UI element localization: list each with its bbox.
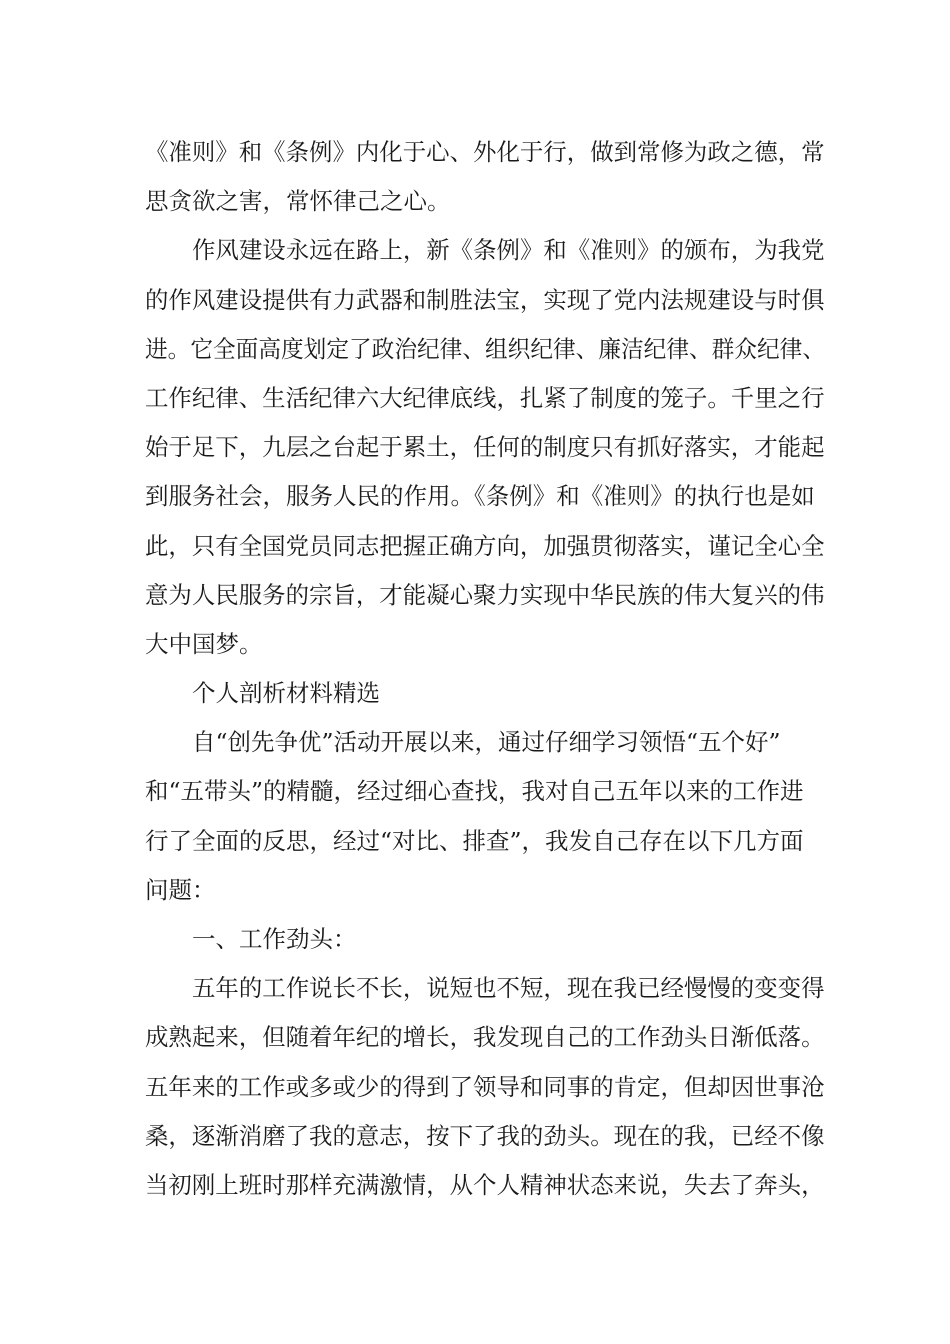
text-line: 到服务社会，服务人民的作用。《条例》和《准则》的执行也是如 (145, 482, 815, 511)
text-line: 《准则》和《条例》内化于心、外化于行，做到常修为政之德，常 (145, 138, 825, 166)
text-line: 自“创先争优”活动开展以来，通过仔细学习领悟“五个好” (192, 728, 781, 757)
text-line: 问题： (145, 875, 216, 904)
text-line: 五年的工作说长不长，说短也不短，现在我已经慢慢的变变得 (192, 974, 825, 1003)
text-line: 作风建设永远在路上，新《条例》和《准则》的颁布，为我党 (192, 236, 825, 265)
text-line: 进。它全面高度划定了政治纪律、组织纪律、廉洁纪律、群众纪律、 (145, 334, 825, 363)
document-body (145, 128, 825, 1210)
text-line: 个人剖析材料精选 (192, 679, 380, 708)
text-line: 一、工作劲头： (192, 925, 357, 953)
text-line: 桑，逐渐消磨了我的意志，按下了我的劲头。现在的我，已经不像 (145, 1121, 825, 1150)
text-line: 行了全面的反思，经过“对比、排查”，我发自己存在以下几方面 (145, 826, 804, 855)
text-line: 工作纪律、生活纪律六大纪律底线，扎紧了制度的笼子。千里之行 (145, 383, 825, 412)
text-line: 始于足下，九层之台起于累土，任何的制度只有抓好落实，才能起 (145, 433, 825, 462)
text-line: 当初刚上班时那样充满激情，从个人精神状态来说，失去了奔头， (145, 1170, 825, 1199)
text-line: 此，只有全国党员同志把握正确方向，加强贯彻落实，谨记全心全 (145, 531, 825, 560)
text-line: 意为人民服务的宗旨，才能凝心聚力实现中华民族的伟大复兴的伟 (145, 580, 825, 609)
text-line: 和“五带头”的精髓，经过细心查找，我对自己五年以来的工作进 (145, 777, 804, 806)
text-line: 成熟起来，但随着年纪的增长，我发现自己的工作劲头日渐低落。 (145, 1023, 825, 1052)
text-line: 大中国梦。 (145, 629, 263, 658)
text-line: 的作风建设提供有力武器和制胜法宝，实现了党内法规建设与时俱 (145, 285, 825, 314)
text-line: 思贪欲之害，常怀律己之心。 (145, 187, 451, 216)
text-line: 五年来的工作或多或少的得到了领导和同事的肯定，但却因世事沧 (145, 1072, 825, 1101)
